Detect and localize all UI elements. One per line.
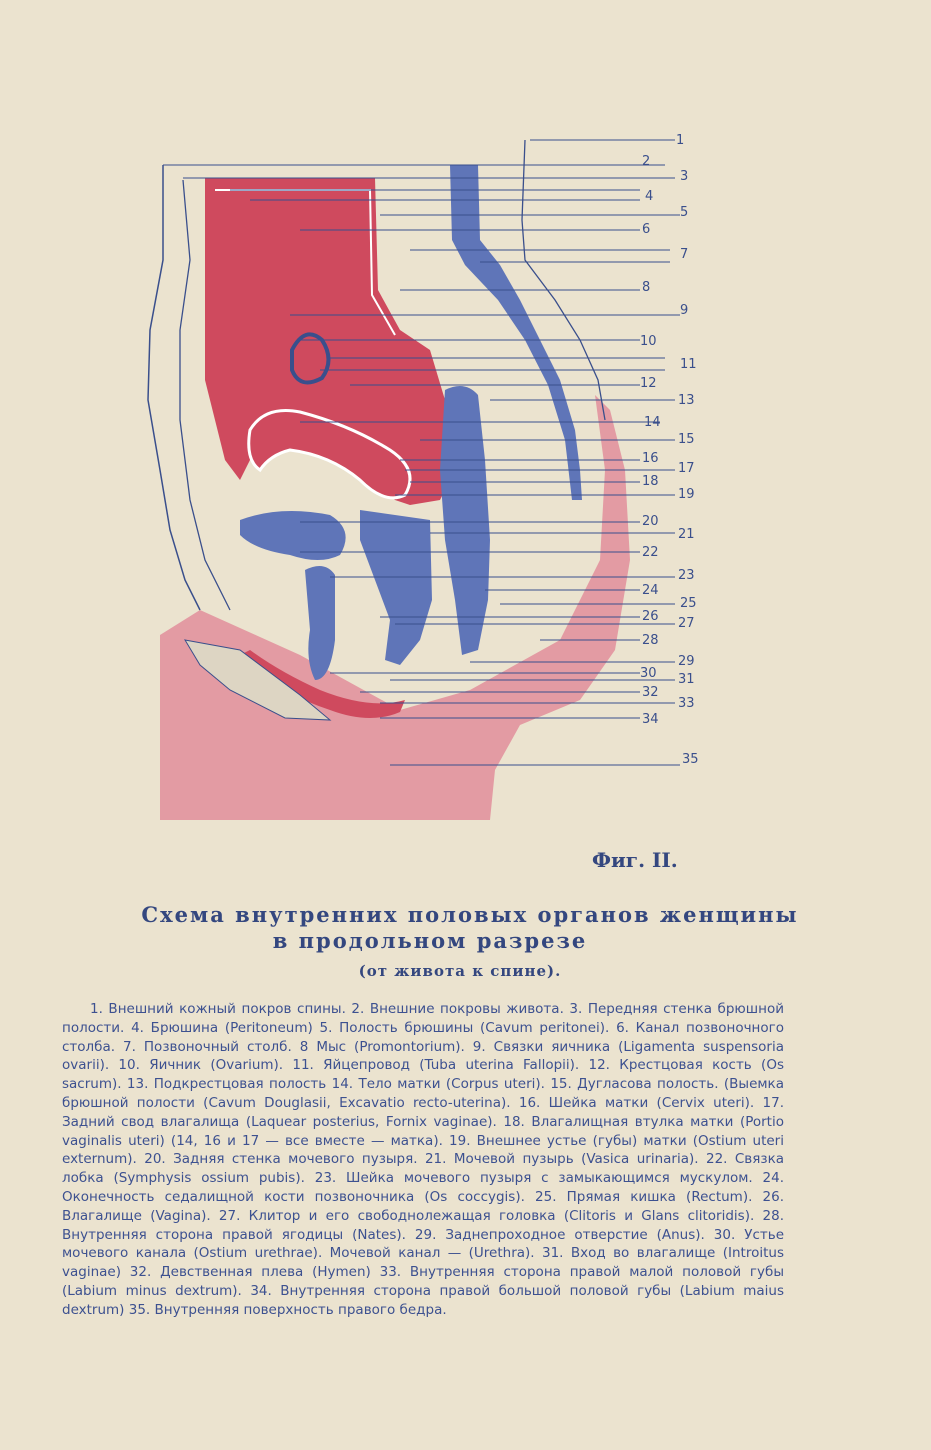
fig-label: 16 [642, 451, 659, 466]
ovary [292, 334, 329, 382]
vagina [360, 510, 432, 665]
title-line-3: (от живота к спине). [358, 962, 562, 980]
fig-label: 17 [678, 461, 695, 476]
figure-labels [640, 133, 699, 767]
fig-label: 21 [678, 527, 695, 542]
fig-label: 20 [642, 514, 659, 529]
fig-label: 7 [680, 247, 689, 262]
fig-label: 2 [642, 154, 651, 169]
fig-label: 13 [678, 393, 695, 408]
urethra [305, 566, 335, 680]
body-outline [148, 165, 200, 610]
fig-label: 24 [642, 583, 659, 598]
fig-label: 12 [640, 376, 657, 391]
fig-label: 34 [642, 712, 659, 727]
fig-label: 11 [680, 357, 697, 372]
fig-label: 23 [678, 568, 695, 583]
fig-label: 31 [678, 672, 695, 687]
figure-caption: Фиг. II. [592, 848, 678, 872]
fig-label: 30 [640, 666, 657, 681]
fig-label: 29 [678, 654, 695, 669]
fig-label: 1 [676, 133, 685, 148]
fig-label: 28 [642, 633, 659, 648]
title-line-1: Схема внутренних половых органов женщины [141, 902, 799, 927]
fig-label: 27 [678, 616, 695, 631]
rectum [440, 386, 490, 655]
fig-label: 15 [678, 432, 695, 447]
fig-label: 26 [642, 609, 659, 624]
fig-label: 6 [642, 222, 651, 237]
fig-label: 9 [680, 303, 689, 318]
title-line-2: в продольном разрезе [272, 928, 588, 953]
fig-label: 19 [678, 487, 695, 502]
fig-label: 14 [644, 415, 661, 430]
fig-label: 10 [640, 334, 657, 349]
back-outline [522, 140, 605, 420]
fig-label: 33 [678, 696, 695, 711]
legend-text: 1. Внешний кожный покров спины. 2. Внешние покровы живота. 3. Передняя стенка брюшной полости. 4. Брюшина (Peritoneum) 5. Полость брюшины (Cavum peritonei). 6. Канал позвоночного столба. 7. Позвоночный столб. 8 Мыс (Promontorium). 9. Связки яичника (Ligamenta suspensoria ovarii). 10. Яичник (Ovarium). 11. Яйцепровод (Tuba uterina Fallopii). 12. Крестцовая кость (Os sacrum). 13. Подкрестцовая полость 14. Тело матки (Corpus uteri). 15. Дугласова полость. (Выемка брюшной полости (Cavum Douglasii, Excavatio recto-uterina). 16. Шейка матки (Cervix uteri). 17. Задний свод влагалища (Laquear posterius, Fornix vaginae). 18. Влагалищная втулка матки (Portio vaginalis uteri) (14, 16 и 17 — все вместе — матка). 19. Внешнее устье (губы) матки (Ostium uteri externum). 20. Задняя стенка мочевого пузыря. 21. Мочевой пузырь (Vasica urinaria). 22. Связка лобка (Symphysis ossium pubis). 23. Шейка мочевого пузыря с замыкающимся мускулом. 24. Оконечность седалищной кости позвоночника (Os coccygis). 25. Прямая кишка (Rectum). 26. Влагалище (Vagina). 27. Клитор и его свободнолежащая головка (Clitoris и Glans clitoridis). 28. Внутренняя сторона правой ягодицы (Nates). 29. Заднепроходное отверстие (Anus). 30. Устье мочевого канала (Ostium urethrae). Мочевой канал — (Urethra). 31. Вход во влагалище (Introitus vaginae) 32. Девственная плева (Hymen) 33. Внутренняя сторона правой малой половой губы (Labium minus dextrum). 34. Внутренняя сторона правой большой половой губы (Labium maius dextrum) 35. Внутренняя поверхность правого бедра. [62, 1001, 784, 1318]
bladder [240, 511, 346, 560]
fig-label: 3 [680, 169, 689, 184]
fig-label: 25 [680, 596, 697, 611]
fig-label: 18 [642, 474, 659, 489]
fig-label: 5 [680, 205, 689, 220]
fig-label: 8 [642, 280, 651, 295]
fig-label: 22 [642, 545, 659, 560]
fig-label: 4 [645, 189, 654, 204]
fig-label: 32 [642, 685, 659, 700]
fig-label: 35 [682, 752, 699, 767]
